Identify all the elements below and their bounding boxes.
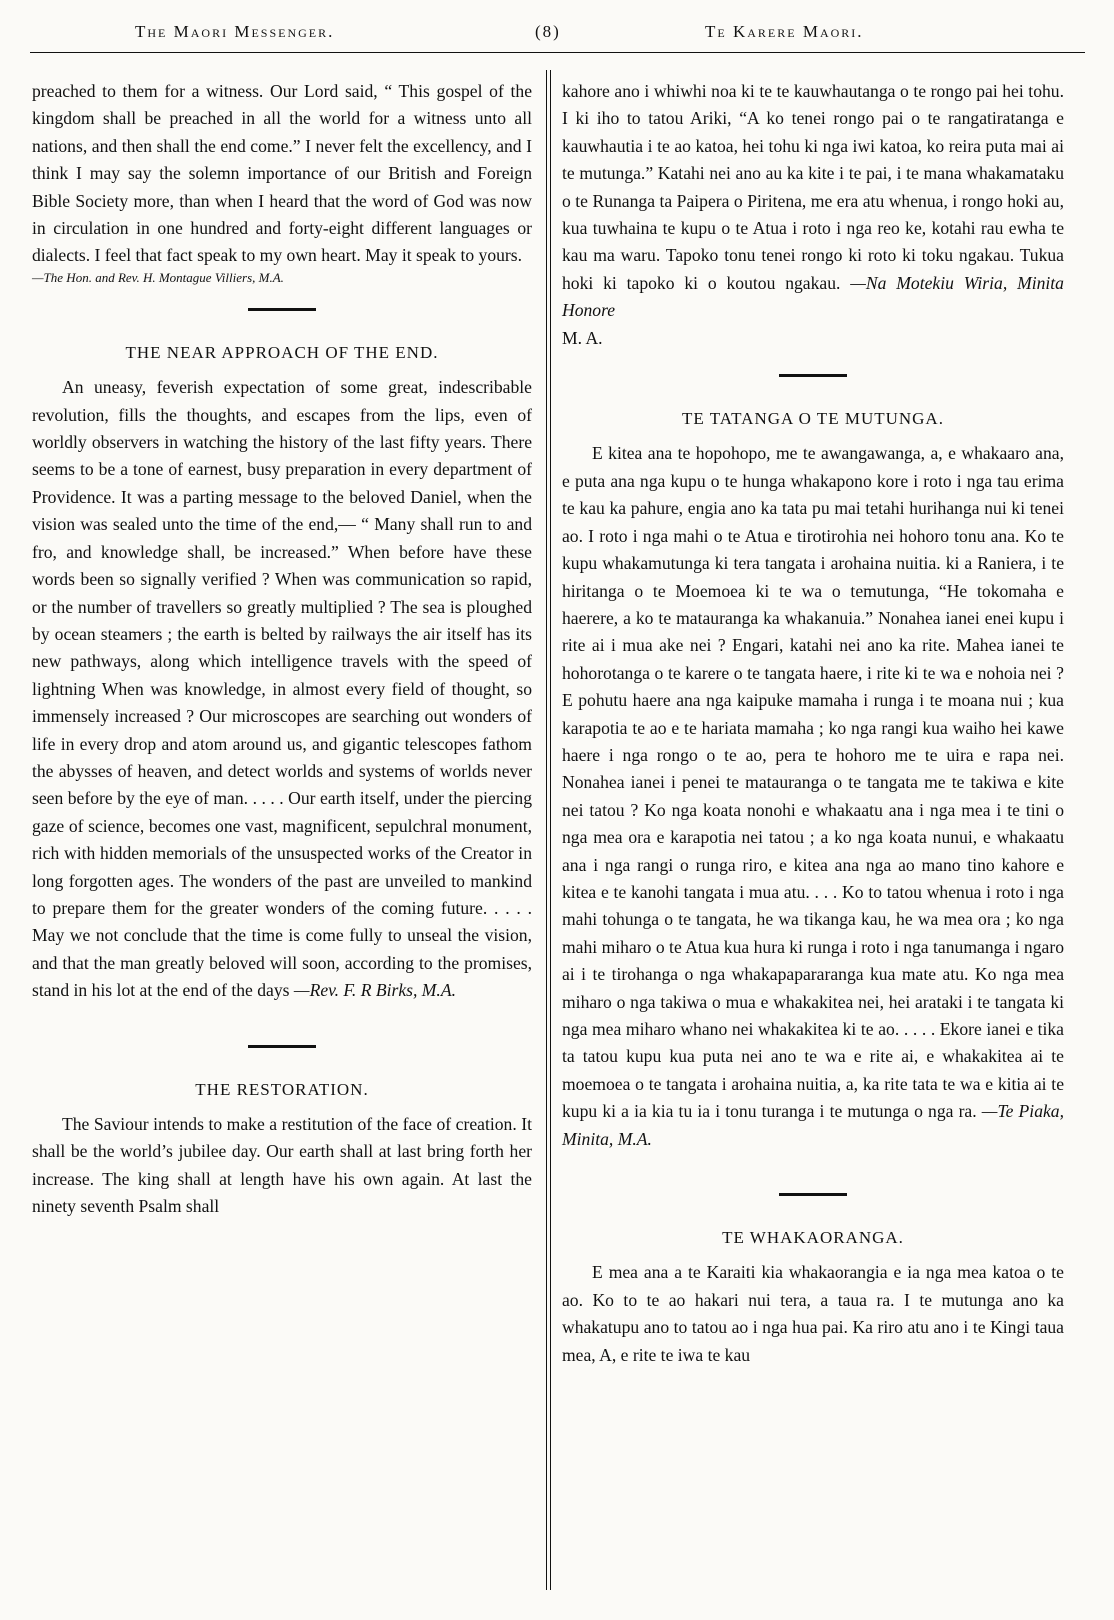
article-title-tatanga: TE TATANGA O TE MUTUNGA. bbox=[682, 409, 944, 429]
right-intro-signature: —Na Motekiu Wiria, Minita Honore bbox=[562, 272, 1064, 321]
section-divider bbox=[248, 308, 316, 311]
article-title-near-approach: THE NEAR APPROACH OF THE END. bbox=[125, 342, 439, 362]
section-divider bbox=[779, 374, 847, 377]
right-intro bbox=[562, 78, 1064, 325]
section-divider bbox=[779, 1193, 847, 1196]
article-title-restoration: THE RESTORATION. bbox=[195, 1079, 369, 1099]
article-signature: —Rev. F. R Birks, M.A. bbox=[293, 980, 456, 1001]
article-signature: —Te Piaka, Minita, M.A. bbox=[562, 1101, 1064, 1149]
page-number: (8) bbox=[535, 22, 561, 41]
section-divider bbox=[248, 1045, 316, 1048]
right-intro-signature-tail: M. A. bbox=[562, 327, 603, 348]
article-body-restoration: The Saviour intends to make a restitution of the face of creation. It shall be the world’s jubilee day. Our earth shall at last bring forth her increase. The king shall at length have his own again. At last the ninety seventh Psalm shall bbox=[32, 1114, 532, 1217]
article-body-whakaoranga: E mea ana a te Karaiti kia whakaorangia e ia nga mea katoa o te ao. Ko to te ao hakari nui tera, a taua ra. I te mutunga ano ka whakatupu ano to tatou ao i nga hua pai. Ka riro atu ano i te Kingi taua mea, A, e rite te iwa te kau bbox=[562, 1262, 1064, 1365]
left-column-english bbox=[32, 78, 532, 1221]
page-header bbox=[0, 22, 1114, 46]
right-intro-text: kahore ano i whiwhi noa ki te te kauwhautanga o te rongo pai hei tohu. I ki iho to tatou Ariki, “A ko tenei rongo pai o te rangatiratanga e kauwhautia i te ao katoa, hei tohu ki nga iwi katoa, ko reira puta mai ai te mutunga.” Katahi nei ano au ka kite i te pai, i te mana whakamataku o te Runanga ta Paipera o Piritena, me era atu whenua, i rongo hoki au, kua tuwhaina te kupu o te Atua i roto i nga reo ke, kotahi rau ewha te kau ma waru. Tapoko tonu tenei rongo ki roto ki toku ngakau. Tukua hoki ki tapoko ki o koutou ngakau. bbox=[562, 81, 1064, 293]
column-separator bbox=[546, 70, 551, 1590]
article-body-near-approach bbox=[32, 374, 532, 1004]
right-column-maori bbox=[562, 78, 1064, 1369]
header-english-title: The Maori Messenger. bbox=[135, 22, 335, 41]
article-title-whakaoranga: TE WHAKAORANGA. bbox=[722, 1228, 904, 1248]
article-body-text: E kitea ana te hopohopo, me te awangawanga, a, e whakaaro ana, e puta ana nga kupu o te hunga whakapono kore i roto i nga tau erima te kau ka pahure, engia ano ka tata pu mai tetahi hurihanga nui ki tenei ao. I roto i nga mahi o te Atua e tirotirohia nei hohoro tonu ana. Ko te kupu whakamutunga ki tera tangata i arohaina nuitia. ki a Raniera, i te hiritanga o te Moemoea ki te wa o temutunga, “He tokomaha e haerere, a ko te matauranga ka whakanuia.” Nonahea ianei enei kupu i rite ai i mua ake nei ? Engari, katahi nei ano ka rite. Mahea ianei te hohorotanga o te karere o te tangata haere, i rite ki te wa e nohoia nei ? E pohutu haere ana nga kaipuke mamaha i runga i te moana nui ; kua karapotia te ao e te hariata mamaha ; ko nga rangi kua waiho hei kawe haere i nga rongo o te ao, pera te hohoro me te uira e rapa nei. Nonahea ianei i penei te matauranga o te tangata me te takiwa e kite nei tatou ? Ko nga koata nonohi e whakaatu ana i nga mea i te tini o nga mea ora e karapotia nei tatou ; a ko nga koata nunui, e whakaatu ana i nga rangi o runga riro, e kitea ana nga ao mano tino kahore e kitea e te kanohi tangata i mua atu. . . . Ko to tatou whenua i roto i nga mahi tohunga o te tangata, he wa tikanga kau, he wa mea ora ; ko nga mahi miharo o te Atua kua hura ki runga i roto i nga tanumanga i ngaro ai i te tirohanga o nga whakapapararanga kua mate atu. Ko nga mea miharo o nga takiwa o mua e whakakitea nei, hei arataki i te tangata ki nga mea miharo whano nei whakakitea ki te ao. . . . . Ekore ianei e tika ta tatou kupu kua puta nei ano te wa e rite ai, e whakakitea ai te moemoea o te tangata i arohaina nuitia, a, ka rite tata te wa e kitia ai te kupu ki a ia kia tu ia i tonu turanga i te mutunga o nga ra. bbox=[562, 443, 1064, 1122]
article-body-tatanga bbox=[562, 440, 1064, 1153]
header-maori-title: Te Karere Maori. bbox=[705, 22, 864, 41]
header-rule bbox=[30, 52, 1085, 53]
article-body-text: An uneasy, feverish expectation of some great, indescribable revolution, fills the thoughts, and escapes from the lips, even of worldly observers in watching the history of the last fifty years. There seems to be a tone of earnest, busy preparation in every department of Providence. It was a parting message to the beloved Daniel, when the vision was sealed unto the time of the end,— “ Many shall run to and fro, and knowledge shall, be increased.” When before have these words been so signally verified ? When was communication so rapid, or the number of travellers so greatly multiplied ? The sea is ploughed by ocean steamers ; the earth is belted by railways the air itself has its new pathways, along which intelligence travels with the speed of lightning When was knowledge, in almost every field of thought, so immensely increased ? Our microscopes are searching out wonders of life in every drop and atom around us, and gigantic telescopes fathom the abysses of heaven, and detect worlds and systems of worlds never seen before by the eye of man. . . . . Our earth itself, under the piercing gaze of science, becomes one vast, magnificent, sepulchral monument, rich with hidden memorials of the unsuspected works of the Creator in long forgotten ages. The wonders of the past are unveiled to mankind to prepare them for the greater wonders of the coming future. . . . . May we not conclude that the time is come fully to unseal the vision, and that the man greatly beloved will soon, according to the promises, stand in his lot at the end of the days bbox=[32, 377, 532, 1001]
left-intro-attribution: —The Hon. and Rev. H. Montague Villiers, M.A. bbox=[32, 269, 284, 285]
left-intro-text: preached to them for a witness. Our Lord said, “ This gospel of the kingdom shall be preached in all the world for a witness unto all nations, and then shall the end come.” I never felt the excellency, and I think I may say the solemn importance of our British and Foreign Bible Society more, than when I heard that the word of God was now in circulation in one hundred and forty-eight different languages or dialects. I feel that fact speak to my own heart. May it speak to yours. bbox=[32, 81, 532, 266]
